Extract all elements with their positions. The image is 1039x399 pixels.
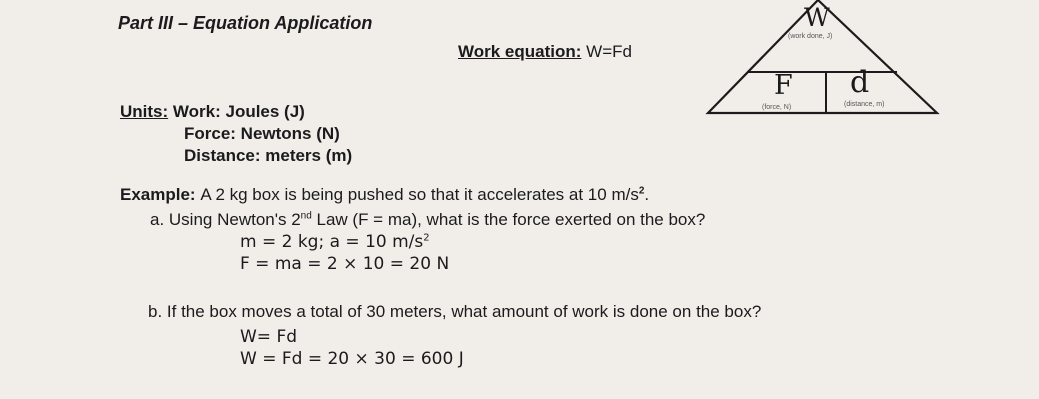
triangle-w: W [804,3,830,32]
question-a-rest: Law (F = ma), what is the force exerted on the box? [311,210,706,229]
example-unit-exponent: 2 [638,185,645,197]
answer-a-given-exponent: 2 [423,232,430,244]
answer-a-given [240,232,430,252]
answer-b-calculation: W = Fd = 20 × 30 = 600 J [240,349,464,369]
triangle-d-sub: (distance, m) [844,101,885,108]
question-b: b. If the box moves a total of 30 meters, what amount of work is done on the box? [148,302,762,321]
example-text: A 2 kg box is being pushed so that it accelerates at 10 [200,185,607,204]
units-line [120,102,305,122]
answer-b-formula: W= Fd [240,327,298,347]
triangle-d: d [850,65,870,100]
example-end: . [644,185,650,204]
work-triangle-diagram [700,0,945,125]
units-work: Work: Joules (J) [172,102,305,121]
units-label: Units: [120,102,169,121]
triangle-f-sub: (force, N) [762,104,792,111]
example-line [120,185,649,205]
units-force: Force: Newtons (N) [184,124,340,143]
question-a-prefix: a. Using Newton's 2 [150,210,301,229]
triangle-w-sub: (work done, J) [788,33,833,40]
triangle-f: F [774,70,793,101]
work-equation-label: Work equation: [458,42,582,61]
answer-a-calculation: F = ma = 2 × 10 = 20 N [240,254,450,274]
example-label: Example: [120,185,196,204]
answer-a-given-text: m = 2 kg; a = 10 m/s [240,232,424,252]
page-title: Part III – Equation Application [118,13,373,33]
example-unit: m/s [611,185,639,204]
work-equation-value: W=Fd [586,42,632,61]
work-equation [458,42,632,62]
question-a [150,210,705,230]
units-distance: Distance: meters (m) [184,146,353,165]
question-a-sup: nd [300,210,312,222]
